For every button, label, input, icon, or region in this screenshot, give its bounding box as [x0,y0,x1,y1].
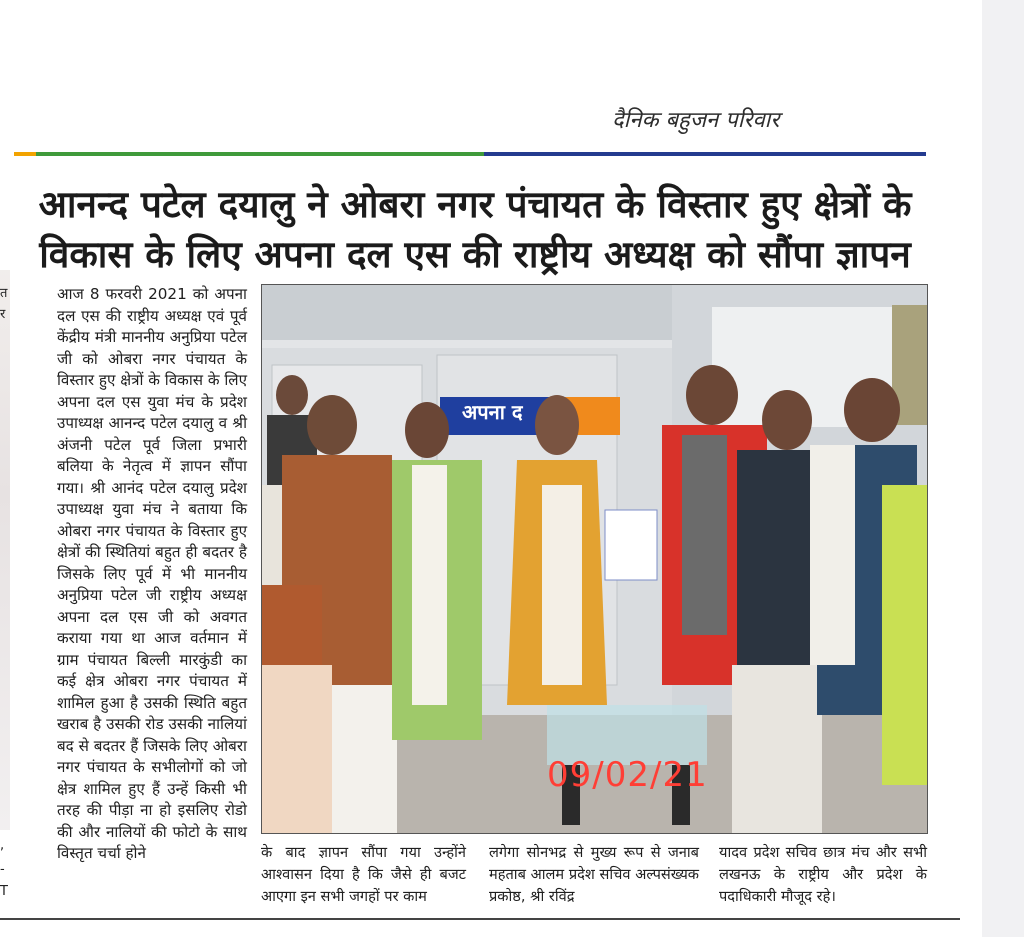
article-column-4 [719,842,927,908]
article-column-3 [489,842,699,908]
page-bottom-rule [0,918,960,920]
newspaper-name: दैनिक बहुजन परिवार [612,108,780,133]
left-fragment: र [0,307,6,322]
article-text: लगेगा सोनभद्र से मुख्य रूप से जनाब महताब आलम प्रदेश सचिव अल्पसंख्यक प्रकोष्ठ, श्री रविंद्र [489,844,699,905]
article-text: के बाद ज्ञापन सौंपा गया उन्होंने आश्वासन दिया है कि जैसे ही बजट आएगा इन सभी जगहों पर काम [261,844,466,905]
left-fragment: - [0,862,5,877]
adjacent-page-edge [0,270,10,830]
photo-illustration [262,285,927,833]
article-column-1 [57,284,247,865]
photo-banner-text: अपना द [462,400,523,424]
left-fragment: , [0,838,5,853]
left-fragment: त [0,286,8,301]
left-fragment: T [0,884,8,899]
article-headline: आनन्द पटेल दयालु ने ओबरा नगर पंचायत के विस्तार हुए क्षेत्रों के विकास के लिए अपना दल एस की राष्ट्रीय अध्यक्ष को सौंपा ज्ञापन [38,183,912,276]
news-photo [261,284,928,834]
article-text: यादव प्रदेश सचिव छात्र मंच और सभी लखनऊ के राष्ट्रीय और प्रदेश के पदाधिकारी मौजूद रहे। [719,844,927,905]
article-text: आज 8 फरवरी 2021 को अपना दल एस की राष्ट्रीय अध्यक्ष एवं पूर्व केंद्रीय मंत्री माननीय अनुप्रिया पटेल जी को ओबरा नगर पंचायत के विस्तार हुए क्षेत्रों के विकास के लिए अपना दल एस युवा मंच के प्रदेश उपाध्यक्ष आनन्द पटेल दयालु व श्री अंजनी पटेल पूर्व जिला प्रभारी बलिया के नेतृत्व में ज्ञापन सौंपा गया। श्री आनंद पटेल दयालु प्रदेश उपाध्यक्ष युवा मंच ने बताया कि ओबरा नगर पंचायत के विस्तार हुए क्षेत्रों की स्थितियां बहुत ही बदतर है जिसके लिए पूर्व में भी माननीय अनुप्रिया पटेल जी राष्ट्रीय अध्यक्ष अपना दल एस जी को अवगत कराया गया था आज वर्तमान में ग्राम पंचायत बिल्ली मारकुंडी का कई क्षेत्र ओबरा नगर पंचायत में शामिल हुआ है उसकी स्थिति बहुत खराब है उसकी रोड उसकी नालियां बद से बदतर हैं जिसके लिए ओबरा नगर पंचायत के सभीलोगों को जो क्षेत्र शामिल हुए हैं उन्हें किसी भी तरह की पीड़ा ना हो इसलिए रोडो की और नालियों की फोटो के साथ विस्तृत चर्चा होने [57,285,247,862]
article-column-2 [261,842,466,908]
photo-date-stamp: 09/02/21 [547,755,708,795]
header-rule [14,152,926,156]
page-margin-band [982,0,1024,937]
